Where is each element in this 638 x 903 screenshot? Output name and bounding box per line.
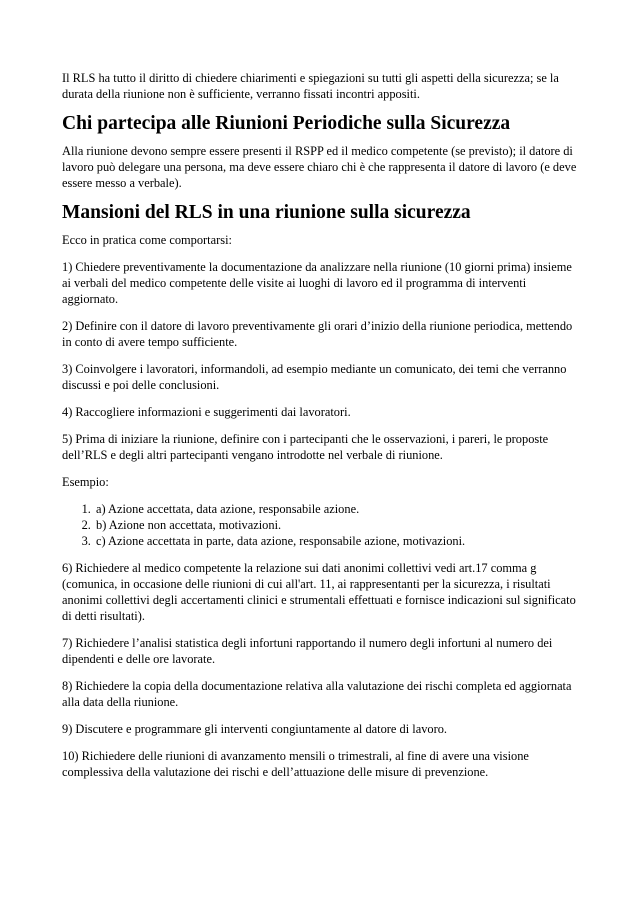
duty-paragraph-3: 3) Coinvolgere i lavoratori, informandoli, ad esempio mediante un comunicato, dei temi che verranno discussi e poi delle conclusioni. xyxy=(62,362,567,392)
example-label: Esempio: xyxy=(62,475,109,489)
section-heading-rls-duties: Mansioni del RLS in una riunione sulla sicurezza xyxy=(62,202,471,223)
participants-paragraph: Alla riunione devono sempre essere presenti il RSPP ed il medico competente (se previsto); il datore di lavoro può delegare una persona, ma deve essere chiaro chi è che rappresenta il datore di lavoro (e deve essere messo a verbale). xyxy=(62,144,577,190)
example-list-item: 3. c) Azione accettata in parte, data azione, responsabile azione, motivazioni. xyxy=(94,533,582,549)
duty-paragraph-2: 2) Definire con il datore di lavoro preventivamente gli orari d’inizio della riunione periodica, mettendo in conto di avere tempo sufficiente. xyxy=(62,319,573,349)
duty-paragraph-6: 6) Richiedere al medico competente la relazione sui dati anonimi collettivi vedi art.17 comma g (comunica, in occasione delle riunioni di cui all'art. 11, ai rappresentanti per la sicurezza, i risultati anonimi collettivi degli accertamenti clinici e strumentali effettuati e fornisce indicazioni sul significato di detti risultati). xyxy=(62,561,576,623)
example-list-item: 2. b) Azione non accettata, motivazioni. xyxy=(94,517,582,533)
duty-paragraph-8: 8) Richiedere la copia della documentazione relativa alla valutazione dei rischi completa ed aggiornata alla data della riunione. xyxy=(62,679,572,709)
duty-paragraph-9: 9) Discutere e programmare gli interventi congiuntamente al datore di lavoro. xyxy=(62,722,447,736)
example-list xyxy=(62,501,582,549)
intro-paragraph: Il RLS ha tutto il diritto di chiedere chiarimenti e spiegazioni su tutti gli aspetti della sicurezza; se la durata della riunione non è sufficiente, verranno fissati incontri appositi. xyxy=(62,71,559,101)
example-list-item: 1. a) Azione accettata, data azione, responsabile azione. xyxy=(94,501,582,517)
section-heading-participants: Chi partecipa alle Riunioni Periodiche sulla Sicurezza xyxy=(62,113,511,134)
duty-paragraph-1: 1) Chiedere preventivamente la documentazione da analizzare nella riunione (10 giorni prima) insieme ai verbali del medico competente delle visite ai luoghi di lavoro ed il programma di interventi aggiornato. xyxy=(62,260,572,306)
duties-lead-paragraph: Ecco in pratica come comportarsi: xyxy=(62,233,232,247)
duty-paragraph-5: 5) Prima di iniziare la riunione, definire con i partecipanti che le osservazioni, i pareri, le proposte dell’RLS e degli altri partecipanti vengano introdotte nel verbale di riunione. xyxy=(62,432,549,462)
duty-paragraph-7: 7) Richiedere l’analisi statistica degli infortuni rapportando il numero degli infortuni al numero dei dipendenti e delle ore lavorate. xyxy=(62,636,553,666)
duty-paragraph-10: 10) Richiedere delle riunioni di avanzamento mensili o trimestrali, al fine di avere una visione complessiva della valutazione dei rischi e dell’attuazione delle misure di prevenzione. xyxy=(62,749,529,779)
document-page xyxy=(62,70,582,791)
duty-paragraph-4: 4) Raccogliere informazioni e suggerimenti dai lavoratori. xyxy=(62,405,351,419)
